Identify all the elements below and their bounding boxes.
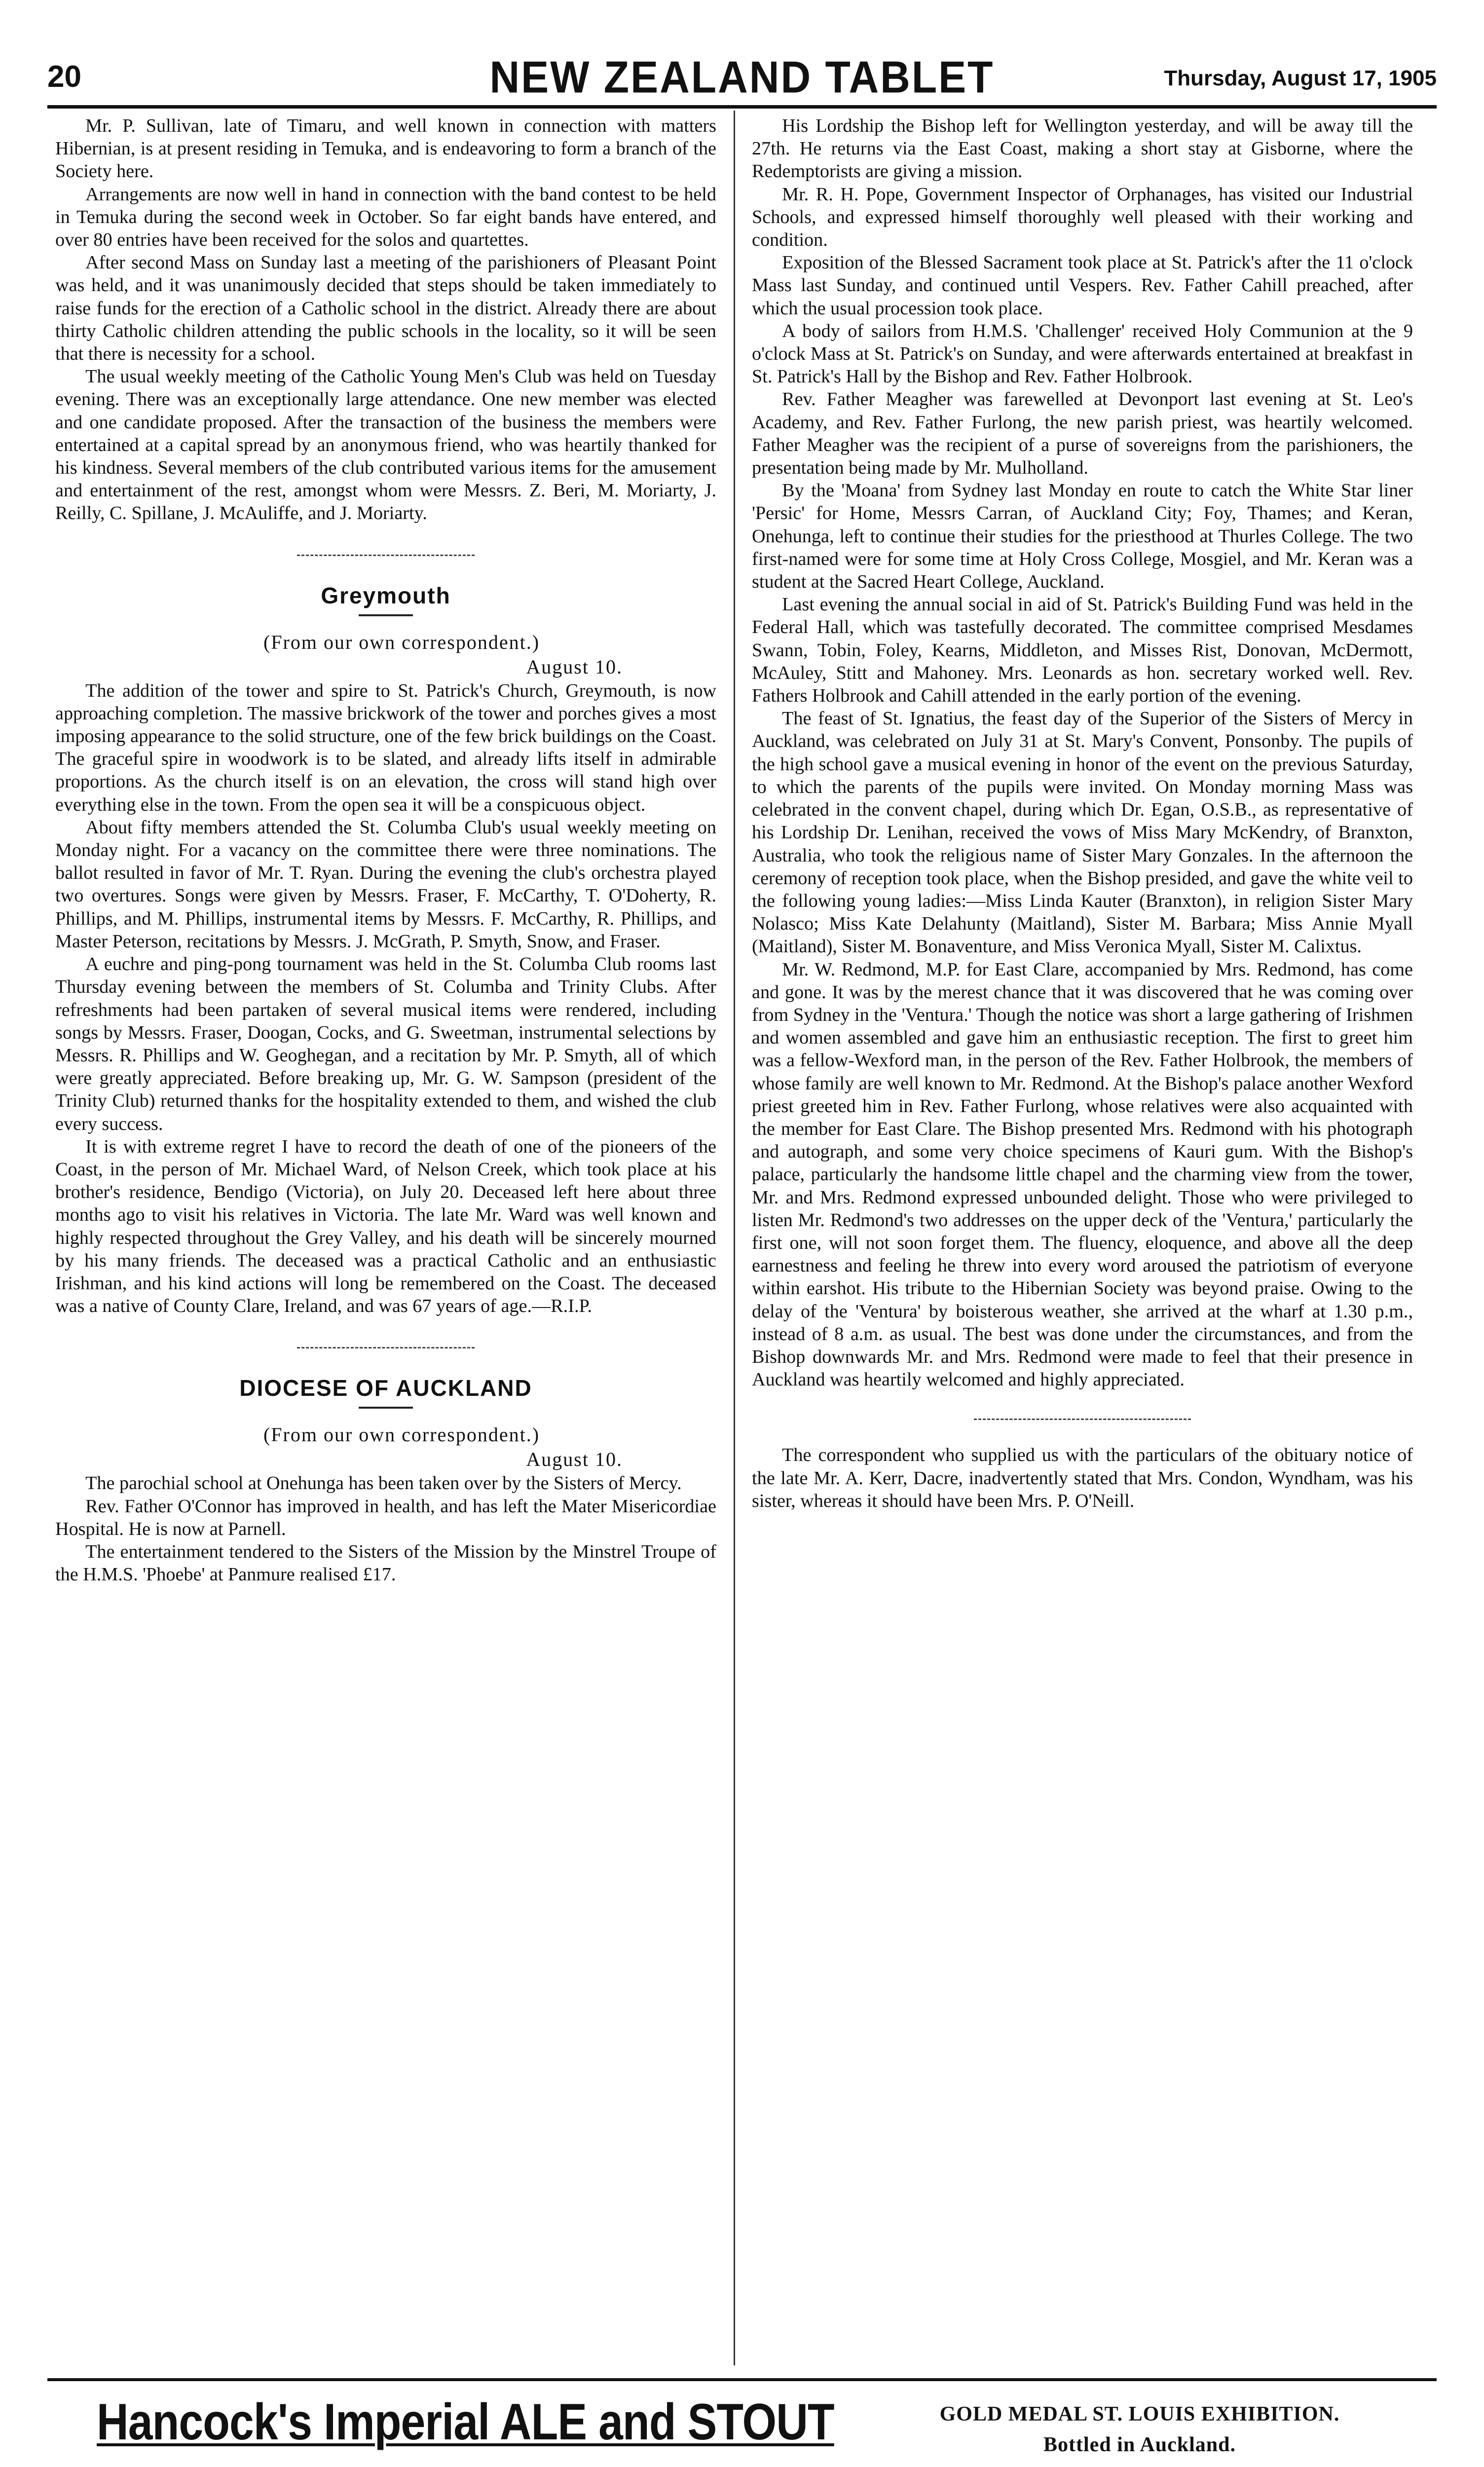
newspaper-title: NEW ZEALAND TABLET xyxy=(489,52,995,102)
article-paragraph: His Lordship the Bishop left for Wellington yesterday, and will be away till the 27th. He returns via the East Coast, making a short stay at Gisborne, where the Redemptorists are giving a mission. xyxy=(752,115,1413,182)
article-paragraph: After second Mass on Sunday last a meeting of the parishioners of Pleasant Point was held, and it was unanimously decided that steps should be taken immediately to raise funds for the erection of a Catholic school in the district. Already there are about thirty Catholic children attending the public schools in the locality, so it will be seen that there is necessity for a school. xyxy=(55,252,716,365)
column-divider xyxy=(734,111,735,2365)
masthead-rule xyxy=(47,105,1437,109)
article-paragraph: By the 'Moana' from Sydney last Monday en route to catch the White Star liner 'Persic' for Home, Messrs Carran, of Auckland City; Foy, Thames; and Keran, Onehunga, left to continue their studies for the priesthood at Thurles College. The two first-named were for some time at Holy Cross College, Mosgiel, and Mr. Keran was a student at the Sacred Heart College, Auckland. xyxy=(752,480,1413,593)
heading-rule xyxy=(359,614,413,616)
dateline: August 10. xyxy=(526,655,623,678)
correspondent-line: (From our own correspondent.) xyxy=(263,1423,540,1446)
article-paragraph: The addition of the tower and spire to St. Patrick's Church, Greymouth, is now approaching completion. The massive brickwork of the tower and porches gives a most imposing appearance to the solid structure, one of the few brick buildings on the Coast. The graceful spire in woodwork is to be slated, and already lifts itself in admirable proportions. As the church itself is on an elevation, the cross will stand high over everything else in the town. From the open sea it will be a conspicuous object. xyxy=(55,680,716,815)
correction-notice: The correspondent who supplied us with the particulars of the obituary notice of the late Mr. A. Kerr, Dacre, inadvertently stated that Mrs. Condon, Wyndham, was his sister, whereas it should have been Mrs. P. O'Neill. xyxy=(752,1445,1413,1511)
advertisement-details xyxy=(893,2399,1386,2460)
article-paragraph: Exposition of the Blessed Sacrament took place at St. Patrick's after the 11 o'clock Mass last Sunday, and continued until Vespers. Rev. Father Cahill preached, after which the usual procession took place. xyxy=(752,252,1413,319)
article-paragraph: Rev. Father O'Connor has improved in health, and has left the Mater Misericordiae Hospital. He is now at Parnell. xyxy=(55,1495,716,1539)
section-separator xyxy=(297,555,475,556)
dateline: August 10. xyxy=(526,1448,623,1471)
article-paragraph: Arrangements are now well in hand in connection with the band contest to be held in Temuka during the second week in October. So far eight bands have entered, and over 80 entries have been received for the solos and quartettes. xyxy=(55,184,716,251)
section-separator xyxy=(974,1419,1191,1420)
section-heading-auckland: DIOCESE OF AUCKLAND xyxy=(239,1375,532,1401)
bottled-line: Bottled in Auckland. xyxy=(1043,2433,1236,2456)
article-paragraph: A body of sailors from H.M.S. 'Challenger' received Holy Communion at the 9 o'clock Mass at St. Patrick's on Sunday, and were afterwards entertained at breakfast in St. Patrick's Hall by the Bishop and Rev. Father Holbrook. xyxy=(752,320,1413,387)
article-paragraph: It is with extreme regret I have to record the death of one of the pioneers of the Coast, in the person of Mr. Michael Ward, of Nelson Creek, which took place at his brother's residence, Bendigo (Victoria), on July 20. Deceased left here about three months ago to visit his relatives in Victoria. The late Mr. Ward was well known and highly respected throughout the Grey Valley, and his death will be sincerely mourned by his many friends. The deceased was a practical Catholic and an enthusiastic Irishman, and his kind actions will long be remembered on the Coast. The deceased was a native of County Clare, Ireland, and was 67 years of age.—R.I.P. xyxy=(55,1136,716,1317)
section-heading-greymouth: Greymouth xyxy=(321,582,451,608)
exhibition-line: GOLD MEDAL ST. LOUIS EXHIBITION. xyxy=(939,2403,1340,2426)
heading-rule xyxy=(359,1407,413,1409)
advertisement-hancocks: Hancock's Imperial ALE and STOUT xyxy=(97,2393,834,2451)
right-column xyxy=(752,114,1413,1512)
article-paragraph: The entertainment tendered to the Sisters of the Mission by the Minstrel Troupe of the H.M.S. 'Phoebe' at Panmure realised £17. xyxy=(55,1541,716,1585)
masthead xyxy=(47,53,1437,105)
footer-rule xyxy=(47,2378,1437,2381)
left-column xyxy=(55,114,716,1586)
article-paragraph: A euchre and ping-pong tournament was held in the St. Columba Club rooms last Thursday evening between the members of St. Columba and Trinity Clubs. After refreshments had been partaken of several musical items were rendered, including songs by Messrs. Fraser, Doogan, Cocks, and G. Sweetman, instrumental selections by Messrs. R. Phillips and W. Geoghegan, and a recitation by Mr. P. Smyth, all of which were greatly appreciated. Before breaking up, Mr. G. W. Sampson (president of the Trinity Club) returned thanks for the hospitality extended to them, and wished the club every success. xyxy=(55,954,716,1134)
article-paragraph: Mr. R. H. Pope, Government Inspector of Orphanages, has visited our Industrial Schools, and expressed himself thoroughly well pleased with their working and condition. xyxy=(752,184,1413,251)
issue-date: Thursday, August 17, 1905 xyxy=(1164,66,1437,90)
article-paragraph: Mr. P. Sullivan, late of Timaru, and well known in connection with matters Hibernian, is at present residing in Temuka, and is endeavoring to form a branch of the Society here. xyxy=(55,115,716,182)
article-paragraph: About fifty members attended the St. Columba Club's usual weekly meeting on Monday night. For a vacancy on the committee there were three nominations. The ballot resulted in favor of Mr. T. Ryan. During the evening the club's orchestra played two overtures. Songs were given by Messrs. Fraser, F. McCarthy, T. O'Doherty, R. Phillips, and M. Phillips, instrumental items by Messrs. F. McCarthy, R. Phillips, and Master Peterson, recitations by Messrs. J. McGrath, P. Smyth, Snow, and Fraser. xyxy=(55,817,716,952)
article-paragraph: Mr. W. Redmond, M.P. for East Clare, accompanied by Mrs. Redmond, has come and gone. It was by the merest chance that it was discovered that he was coming over from Sydney in the 'Ventura.' Though the notice was short a large gathering of Irishmen and women assembled and gave him an enthusiastic reception. The first to greet him was a fellow-Wexford man, in the person of the Rev. Father Holbrook, the members of whose family are well known to Mr. Redmond. At the Bishop's palace another Wexford priest greeted him in Rev. Father Furlong, whose relatives were also acquainted with the member for East Clare. The Bishop presented Mrs. Redmond with his photograph and autograph, and some very choice specimens of Kauri gum. With the Bishop's palace, particularly the handsome little chapel and the charming view from the tower, Mr. and Mrs. Redmond expressed unbounded delight. Those who were privileged to listen Mr. Redmond's two addresses on the upper deck of the 'Ventura,' particularly the first one, will not soon forget them. The fluency, eloquence, and above all the deep earnestness and feeling he threw into every word aroused the patriotism of everyone within earshot. His tribute to the Hibernian Society was beyond praise. Owing to the delay of the 'Ventura' by boisterous weather, she arrived at the wharf at 1.30 p.m., instead of 8 a.m. as usual. The best was done under the circumstances, and from the Bishop downwards Mr. and Mrs. Redmond were made to feel that their presence in Auckland was heartily welcomed and highly appreciated. xyxy=(752,959,1413,1390)
article-paragraph: The feast of St. Ignatius, the feast day of the Superior of the Sisters of Mercy in Auckland, was celebrated on July 31 at St. Mary's Convent, Ponsonby. The pupils of the high school gave a musical evening in honor of the event on the previous Saturday, to which the parents of the pupils were invited. On Monday morning Mass was celebrated in the convent chapel, during which Dr. Egan, O.S.B., as representative of his Lordship Dr. Lenihan, received the vows of Miss Mary McKendry, of Branxton, Australia, who took the religious name of Sister Mary Gonzales. In the afternoon the ceremony of reception took place, when the Bishop presided, and gave the white veil to the following young ladies:—Miss Linda Kauter (Branxton), in religion Sister Mary Nolasco; Miss Kate Delahunty (Maitland), Sister M. Barbara; Miss Annie Myall (Maitland), Sister M. Bonaventure, and Miss Veronica Myall, Sister M. Calixtus. xyxy=(752,708,1413,957)
page-number: 20 xyxy=(47,60,81,94)
article-paragraph: The parochial school at Onehunga has been taken over by the Sisters of Mercy. xyxy=(85,1473,682,1494)
article-paragraph: The usual weekly meeting of the Catholic Young Men's Club was held on Tuesday evening. There was an exceptionally large attendance. One new member was elected and one candidate proposed. After the transaction of the business the members were entertained at a capital spread by an anonymous friend, who was heartily thanked for his kindness. Several members of the club contributed various items for the amusement and entertainment of the rest, amongst whom were Messrs. Z. Beri, M. Moriarty, J. Reilly, C. Spillane, J. McAuliffe, and J. Moriarty. xyxy=(55,366,716,524)
correspondent-line: (From our own correspondent.) xyxy=(263,631,540,653)
section-separator xyxy=(297,1347,475,1348)
article-paragraph: Rev. Father Meagher was farewelled at Devonport last evening at St. Leo's Academy, and Rev. Father Furlong, the new parish priest, was heartily welcomed. Father Meagher was the recipient of a purse of sovereigns from the parishioners, the presentation being made by Mr. Mulholland. xyxy=(752,389,1413,479)
article-paragraph: Last evening the annual social in aid of St. Patrick's Building Fund was held in the Federal Hall, which was tastefully decorated. The committee comprised Mesdames Swann, Tobin, Foley, Kearns, Middleton, and Misses Rist, Donovan, McDermott, McAuley, Stitt and Mahoney. Mrs. Leonards as hon. secretary worked well. Rev. Fathers Holbrook and Cahill attended in the early portion of the evening. xyxy=(752,594,1413,707)
